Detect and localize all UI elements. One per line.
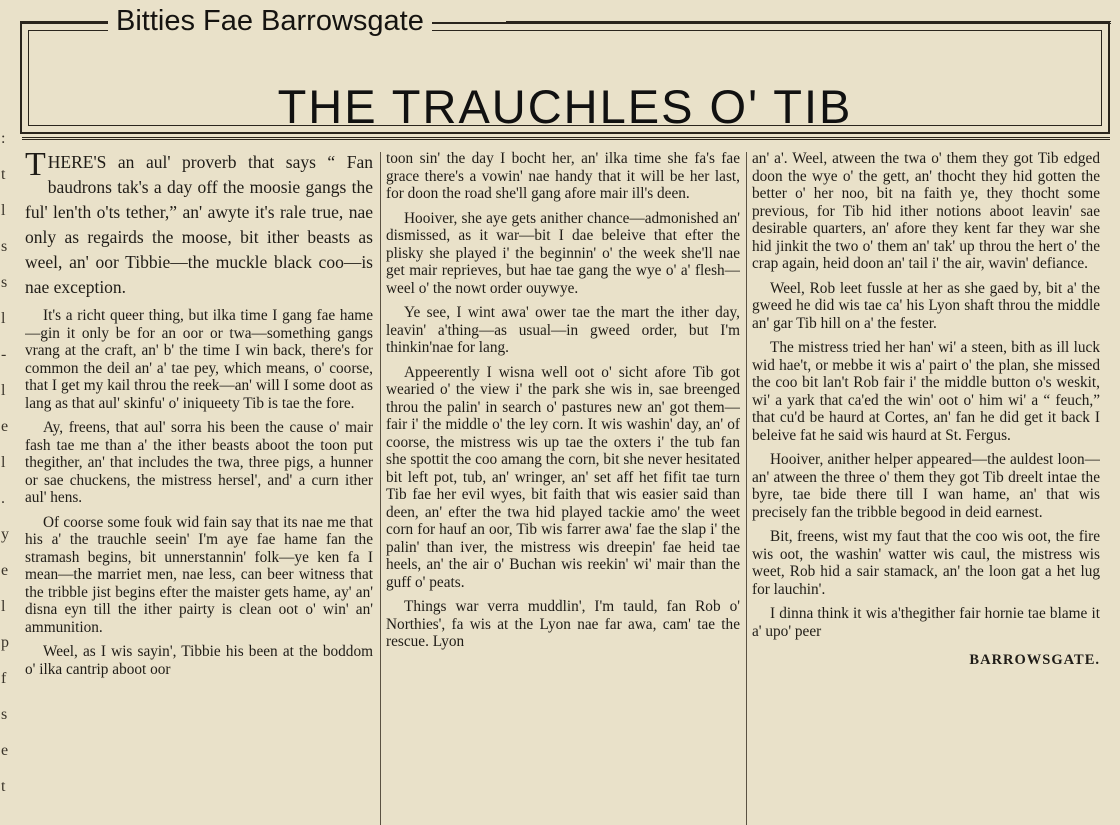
edge-mark: e	[1, 418, 9, 435]
paragraph: Bit, freens, wist my faut that the coo wis oot, the fire wis oot, the washin' watter wis caul, the mistress wis weet, Rob hid a sair stamack, an' the loon gat a het lug for lauchin'.	[752, 528, 1100, 598]
column-divider	[746, 152, 747, 825]
column-kicker: Bitties Fae Barrowsgate	[108, 4, 432, 38]
paragraph: I dinna think it wis a'thegither fair hornie tae blame it a' upo' peer	[752, 605, 1100, 640]
edge-mark: :	[1, 130, 6, 147]
paragraph: Hooiver, she aye gets anither chance—admonished an' dismissed, as it war—bit I dae beleive that efter the plisky she played i' the beginnin' o' the week she'll nae get mair reprieves, but hae tae gang the wye o' a' flesh—weel o' the nowt order ouywye.	[386, 209, 740, 297]
edge-mark: s	[1, 706, 8, 723]
lead-text: HERE'S an aul' proverb that says “ Fan baudrons tak's a day off the moosie gangs the ful' len'th o'ts tether,” an' awyte it's rale true, nae only as regairds the moose, bit ither beasts as weel, an' oor Tibbie—the muckle black coo—is nae exception.	[25, 152, 373, 297]
article-column-1	[25, 150, 373, 825]
paragraph: Ay, freens, that aul' sorra his been the cause o' mair fash tae me than a' the ither beasts aboot the toon put thegither, an' that includes the twa, three pigs, a hunner or sae chuckens, the mistress hersel', and' a curn ither aul' hens.	[25, 419, 373, 506]
edge-mark: s	[1, 238, 8, 255]
edge-mark: f	[1, 670, 7, 687]
paragraph: The mistress tried her han' wi' a steen, bith as ill luck wid hae't, or mebbe it wis a' pairt o' the plan, she missed the coo bit lan't Rob fair i' the middle button o's weskit, wi' a yark that ca'ed the win' oot o' him wi' a “ feuch,” that cu'd be haurd at Cortes, an' fan he did get it back I beleive fat he said wis haurd at St. Fergus.	[752, 339, 1100, 444]
edge-mark: l	[1, 598, 6, 615]
paragraph: Hooiver, anither helper appeared—the auldest loon—an' atween the three o' them they got Tib dreelt intae the byre, tae bide there till I wan hame, an' that wis precisely fan the tribble begood in deid earnest.	[752, 451, 1100, 521]
paragraph: an' a'. Weel, atween the twa o' them they got Tib edged doon the wye o' the gett, an' thocht they hid gotten the better o' her noo, bit na faith ye, they thocht some previous, for Tib hid ither notions aboot leavin' sae desirable quarters, an' afore they kent far they war she hid jinkit the two o' them an' tak' up throu the hert o' the crap again, heid doon an' tail i' the air, wavin' defiance.	[752, 150, 1100, 272]
edge-mark: l	[1, 382, 6, 399]
drop-cap: T	[25, 150, 46, 183]
column-divider	[380, 152, 381, 825]
edge-mark: l	[1, 454, 6, 471]
article-column-3	[752, 150, 1100, 825]
kicker-rule-right	[506, 21, 1111, 24]
edge-mark: e	[1, 742, 9, 759]
paragraph: toon sin' the day I bocht her, an' ilka time she fa's fae grace there's a vowin' nae handy that it will be her last, for doon the road she'll gang afore mair ill's deen.	[386, 150, 740, 202]
paragraph: Ye see, I wint awa' ower tae the mart the ither day, leavin' a'thing—as usual—in gweed order, but I'm thinkin'nae for lang.	[386, 304, 740, 356]
paragraph: Weel, as I wis sayin', Tibbie his been at the boddom o' ilka cantrip aboot oor	[25, 643, 373, 678]
edge-mark: t	[1, 778, 6, 795]
header-box	[20, 22, 1110, 134]
author-signature: BARROWSGATE.	[969, 652, 1100, 668]
paragraph: Appeerently I wisna well oot o' sicht afore Tib got wearied o' the view i' the park she wis in, sae breenged throu the palin' in search o' pastures new an' got them—fair i' the middle o' the ley corn. It wis washin' day, an' of coorse, the mistress wis up tae the oxters i' the tub fan she spottit the coo amang the corn, bit she never hesitated bit left pot, tub, an' wringer, an' set aff het fifit tae turn Tib fae her evil wyes, bit faith that wis easier said than deen, an' efter the twa hid played tackie amo' the weet corn for hauf an oor, Tib wis farrer awa' fae the slap i' the palin' than iver, the mistress wis dreepin' fae heid tae heels, an' the air o' Buchan wis reekin' wi' mair than the guff o' peats.	[386, 363, 740, 591]
paragraph: Weel, Rob leet fussle at her as she gaed by, bit a' the gweed he did wis tae ca' his Lyon shaft throu the middle an' gar Tib hill on a' the fester.	[752, 279, 1100, 332]
paragraph: Of coorse some fouk wid fain say that its nae me that his a' the trauchle seein' I'm aye fae hame fan the stramash begins, bit unnerstannin' folk—ye ken fa I mean—the marriet men, nae less, can beer witness that the tribble jist begins efter the maister gets hame, ay' an' disna eyn till the ither pairty is clean oot o' win' an' ammunition.	[25, 513, 373, 636]
edge-mark: -	[1, 346, 7, 363]
edge-mark: p	[1, 634, 9, 651]
article-column-2	[386, 150, 740, 825]
kicker-rule-left	[20, 21, 108, 24]
edge-mark: .	[1, 490, 5, 507]
header-bottom-rule	[22, 137, 1110, 140]
edge-mark: t	[1, 166, 6, 183]
paragraph: Things war verra muddlin', I'm tauld, fan Rob o' Northies', fa wis at the Lyon nae far awa, cam' tae the rescue. Lyon	[386, 598, 740, 650]
paragraph: It's a richt queer thing, but ilka time I gang fae hame—gin it only be for an oor or twa—something gangs vrang at the craft, an' b' the time I win back, there's for common the deil an' a' tae pey, which means, o' coorse, that I get my kail throu the reek—an' will I some doot as lang as that aul' skinfu' o' iniqueety Tib is tae the fore.	[25, 307, 373, 412]
edge-mark: y	[1, 526, 9, 543]
edge-mark: e	[1, 562, 9, 579]
left-edge-artifacts	[0, 130, 14, 825]
headline: THE TRAUCHLES O' TIB	[277, 80, 853, 133]
edge-mark: s	[1, 274, 8, 291]
edge-mark: l	[1, 202, 6, 219]
lead-paragraph	[25, 150, 373, 300]
edge-mark: l	[1, 310, 6, 327]
